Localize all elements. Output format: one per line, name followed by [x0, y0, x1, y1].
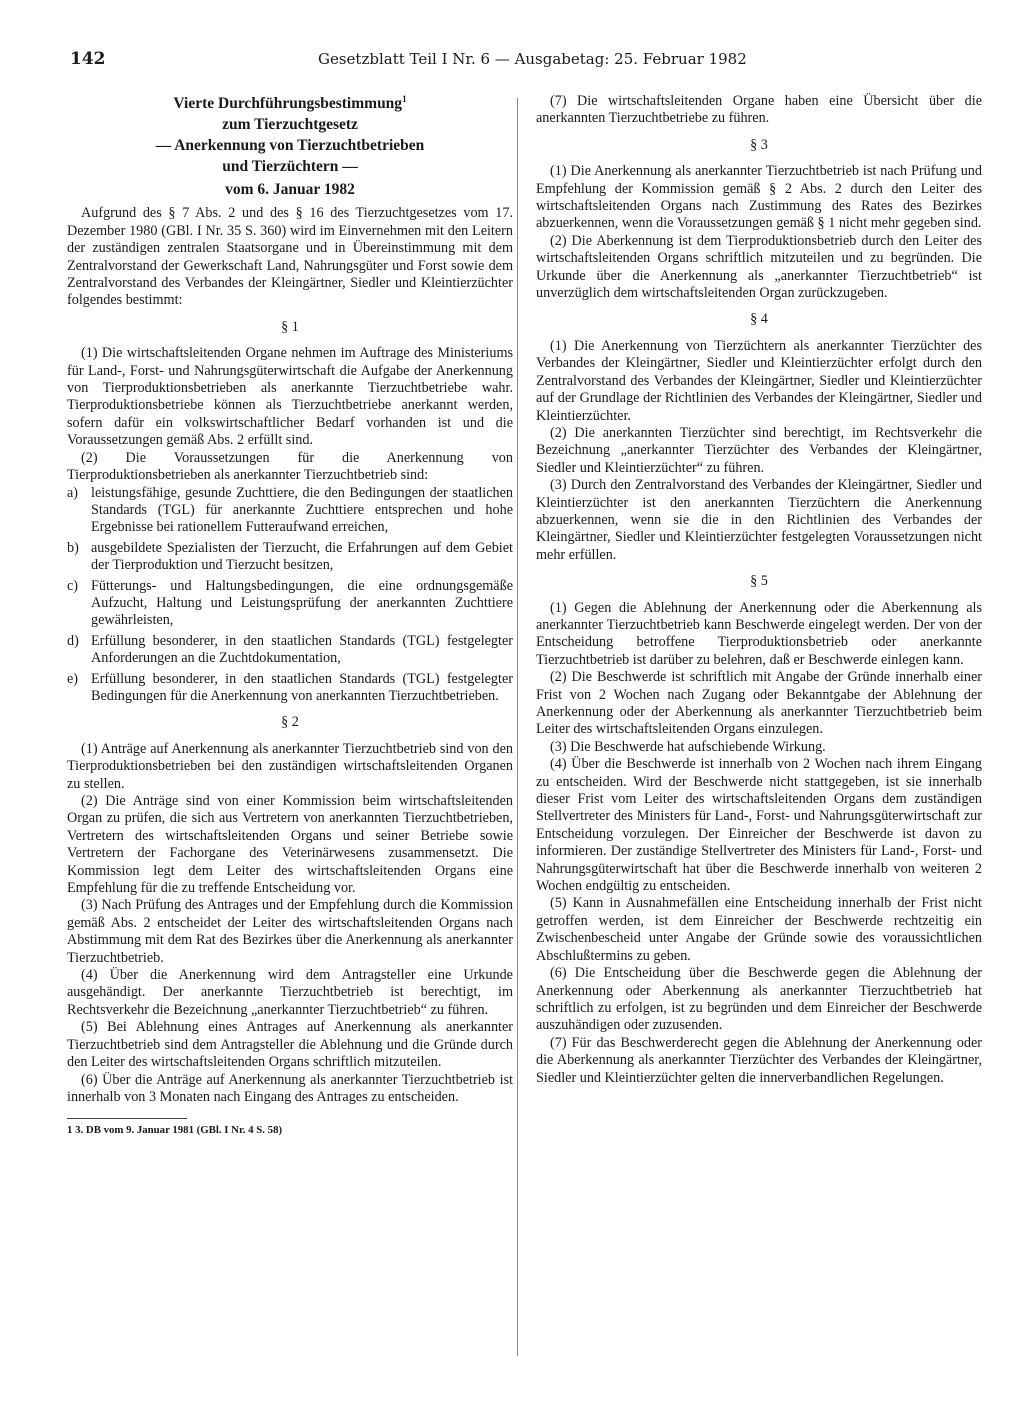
footnote-mark: 1 — [402, 93, 407, 104]
list-text: ausgebildete Spezialisten der Tierzucht, die Erfahrungen auf dem Gebiet der Tierproduktion und Tierzucht besitzen, — [91, 539, 513, 574]
paragraph: (2) Die Voraussetzungen für die Anerkennung von Tierproduktionsbetrieben als anerkannter Tierzuchtbetrieb sind: — [67, 449, 513, 484]
paragraph: (4) Über die Beschwerde ist innerhalb von 2 Wochen nach ihrem Eingang zu entscheiden. Wird der Beschwerde nicht stattgegeben, ist sie innerhalb dieser Frist vom Leiter des wirtschaftsleitenden Organs dem zuständigen Stellvertreter des Ministers für Land-, Forst- und Nahrungsgüterwirtschaft zur Entscheidung vorzulegen. Der Einreicher der Beschwerde ist davon zu informieren. Der zuständige Stellvertreter des Ministers für Land-, Forst- und Nahrungsgüterwirtschaft hat über die Beschwerde innerhalb von weiteren 2 Wochen endgültig zu entscheiden. — [536, 756, 982, 895]
list-item — [67, 540, 513, 575]
paragraph: (1) Die Anerkennung von Tierzüchtern als anerkannter Tierzüchter des Verbandes der Kleingärtner, Siedler und Kleintierzüchter erfolgt durch den Zentralvorstand des Verbandes der Kleingärtner, Siedler und Kleintierzüchter auf der Grundlage der Richtlinien des Verbandes der Kleingärtner, Siedler und Kleintierzüchter. — [536, 337, 982, 424]
section-heading-4: § 4 — [750, 311, 768, 328]
list-label: b) — [67, 539, 79, 556]
paragraph: (3) Nach Prüfung des Antrages und der Empfehlung durch die Kommission gemäß Abs. 2 entscheidet der Leiter des wirtschaftsleitenden Organs nach Abstimmung mit dem Rat des Bezirkes über die Anerkennung als anerkannter Tierzuchtbetrieb. — [67, 897, 513, 966]
list-text: Erfüllung besonderer, in den staatlichen Standards (TGL) festgelegter Bedingungen für die Anerkennung von anerkannten Tierzuchtbetrieben. — [91, 670, 513, 704]
list-item — [67, 485, 513, 537]
list-item — [67, 633, 513, 668]
right-column — [536, 93, 982, 1087]
paragraph: (1) Anträge auf Anerkennung als anerkannter Tierzuchtbetrieb sind von den Tierproduktionsbetrieben bei den zuständigen wirtschaftsleitenden Organen zu stellen. — [67, 740, 513, 792]
paragraph: (5) Bei Ablehnung eines Antrages auf Anerkennung als anerkannter Tierzuchtbetrieb sind dem Antragsteller die Ablehnung und die Gründe durch den Leiter des wirtschaftsleitenden Organs schriftlich mitzuteilen. — [67, 1019, 513, 1071]
column-divider — [517, 98, 518, 1356]
list-label: e) — [67, 670, 79, 687]
paragraph: (6) Die Entscheidung über die Beschwerde gegen die Ablehnung der Anerkennung oder Aberkennung als anerkannter Tierzuchtbetrieb hat schriftlich zu erfolgen, ist zu begründen und dem Einreicher der Beschwerde auszuhändigen oder zuzusenden. — [536, 965, 982, 1034]
paragraph: (2) Die anerkannten Tierzüchter sind berechtigt, im Rechtsverkehr die Bezeichnung „anerkannter Tierzüchter des Verbandes der Kleingärtner, Siedler und Kleintierzüchter“ zu führen. — [536, 424, 982, 476]
list-label: a) — [67, 484, 79, 501]
paragraph: (6) Über die Anträge auf Anerkennung als anerkannter Tierzuchtbetrieb ist innerhalb von 3 Monaten nach Eingang des Antrages zu entscheiden. — [67, 1071, 513, 1105]
list-item — [67, 671, 513, 706]
list-text: leistungsfähige, gesunde Zuchttiere, die den Bedingungen der staatlichen Standards (TGL) für anerkannte Zuchttiere entsprechen und hohe Ergebnisse bei rationellem Futteraufwand erreichen, — [91, 484, 513, 536]
paragraph: (1) Gegen die Ablehnung der Anerkennung oder die Aberkennung als anerkannter Tierzuchtbetrieb kann Beschwerde eingelegt werden. Der von der Entscheidung betroffene Tierproduktionsbetrieb oder anerkannte Tierzuchtbetrieb ist darüber zu belehren, daß er Beschwerde einlegen kann. — [536, 599, 982, 668]
list-label: d) — [67, 632, 79, 649]
footnote-rule — [67, 1118, 187, 1119]
paragraph: (2) Die Beschwerde ist schriftlich mit Angabe der Gründe innerhalb einer Frist von 2 Wochen nach Zugang oder Bekanntgabe der Ablehnung der Anerkennung oder der Aberkennung als anerkannter Tierzuchtbetrieb beim Leiter des wirtschaftsleitenden Organs einzulegen. — [536, 669, 982, 738]
section-heading-5: § 5 — [750, 573, 768, 590]
list-item — [67, 578, 513, 630]
section-heading-2: § 2 — [281, 714, 299, 731]
page-number: 142 — [70, 49, 106, 69]
title-line: und Tierzüchtern — — [222, 158, 358, 175]
paragraph: (1) Die wirtschaftsleitenden Organe nehmen im Auftrage des Ministeriums für Land-, Forst- und Nahrungsgüterwirtschaft die Aufgabe der Anerkennung von Tierproduktionsbetrieben als anerkannte Tierzuchtbetriebe wahr. Tierproduktionsbetriebe können als Tierzuchtbetriebe anerkannt werden, sofern dafür ein volkswirtschaftlicher Bedarf vorhanden ist und die Voraussetzungen gemäß Abs. 2 erfüllt sind. — [67, 345, 513, 449]
title-line: Vierte Durchführungsbestimmung$^1$ — [173, 93, 407, 112]
paragraph: (3) Durch den Zentralvorstand des Verbandes der Kleingärtner, Siedler und Kleintierzüchter ist den anerkannten Tierzüchtern die Anerkennung abzuerkennen, wenn sie die in den Richtlinien des Verbandes der Kleingärtner, Siedler und Kleintierzüchter festgelegten Voraussetzungen nicht mehr erfüllen. — [536, 477, 982, 563]
footnote: 1 3. DB vom 9. Januar 1981 (GBl. I Nr. 4 S. 58) — [67, 1124, 283, 1137]
paragraph: (4) Über die Anerkennung wird dem Antragsteller eine Urkunde ausgehändigt. Der anerkannte Tierzuchtbetrieb ist berechtigt, im Rechtsverkehr die Bezeichnung „anerkannter Tierzuchtbetrieb“ zu führen. — [67, 967, 513, 1018]
list-label: c) — [67, 577, 79, 594]
running-title: Gesetzblatt Teil I Nr. 6 — Ausgabetag: 25. Februar 1982 — [318, 50, 747, 68]
section-heading-3: § 3 — [750, 136, 768, 153]
paragraph: (2) Die Aberkennung ist dem Tierproduktionsbetrieb durch den Leiter des wirtschaftsleitenden Organs schriftlich mitzuteilen und zu begründen. Die Urkunde über die Anerkennung als „anerkannter Tierzuchtbetrieb“ ist unverzüglich dem wirtschaftsleitenden Organ zurückzugeben. — [536, 232, 982, 302]
paragraph: (7) Die wirtschaftsleitenden Organe haben eine Übersicht über die anerkannten Tierzuchtbetriebe zu führen. — [536, 93, 982, 127]
document-title — [67, 93, 513, 177]
paragraph: (1) Die Anerkennung als anerkannter Tierzuchtbetrieb ist nach Prüfung und Empfehlung der Kommission gemäß § 2 Abs. 2 durch den Leiter des wirtschaftsleitenden Organs nach Zustimmung des Rates des Bezirkes abzuerkennen, wenn die Voraussetzungen gemäß § 1 nicht mehr gegeben sind. — [536, 163, 982, 232]
list-text: Erfüllung besonderer, in den staatlichen Standards (TGL) festgelegter Anforderungen an die Zuchtdokumentation, — [91, 632, 513, 667]
title-line: zum Tierzuchtgesetz — [222, 116, 358, 133]
section-heading-1: § 1 — [281, 318, 299, 335]
document-date: vom 6. Januar 1982 — [225, 181, 355, 198]
paragraph: (3) Die Beschwerde hat aufschiebende Wirkung. — [550, 738, 826, 755]
paragraph: (2) Die Anträge sind von einer Kommission beim wirtschaftsleitenden Organ zu prüfen, die sich aus Vertretern von anerkannten Tierzuchtbetrieben, Vertretern des wirtschaftsleitenden Organs und seiner Betriebe sowie Vertretern der Fachorgane des Veterinärwesens zusammensetzt. Die Kommission legt dem Leiter des wirtschaftsleitenden Organs eine Empfehlung für die zu treffende Entscheidung vor. — [67, 793, 513, 897]
page-header — [70, 49, 970, 73]
paragraph: (5) Kann in Ausnahmefällen eine Entscheidung innerhalb der Frist nicht getroffen werden, ist dem Einreicher der Beschwerde rechtzeitig ein Zwischenbescheid unter Angabe der Gründe sowie des voraussichtlichen Abschlußtermins zu geben. — [536, 895, 982, 964]
left-column — [67, 93, 513, 1137]
paragraph: (7) Für das Beschwerderecht gegen die Ablehnung der Anerkennung oder die Aberkennung als anerkannter Tierzüchter des Verbandes der Kleingärtner, Siedler und Kleintierzüchter gelten die innerverbandlichen Regelungen. — [536, 1034, 982, 1086]
title-line: — Anerkennung von Tierzuchtbetrieben — [155, 137, 425, 154]
list-text: Fütterungs- und Haltungsbedingungen, die eine ordnungsgemäße Aufzucht, Haltung und Leistungsprüfung der anerkannten Zuchttiere gewährleisten, — [91, 577, 513, 629]
requirements-list — [67, 485, 513, 706]
preamble: Aufgrund des § 7 Abs. 2 und des § 16 des Tierzuchtgesetzes vom 17. Dezember 1980 (GBl. I Nr. 35 S. 360) wird im Einvernehmen mit den Leitern der zuständigen zentralen Staatsorgane und in Übereinstimmung mit dem Zentralvorstand der Gewerkschaft Land, Nahrungsgüter und Forst sowie dem Zentralvorstand des Verbandes der Kleingärtner, Siedler und Kleintierzüchter folgendes bestimmt: — [67, 205, 513, 309]
